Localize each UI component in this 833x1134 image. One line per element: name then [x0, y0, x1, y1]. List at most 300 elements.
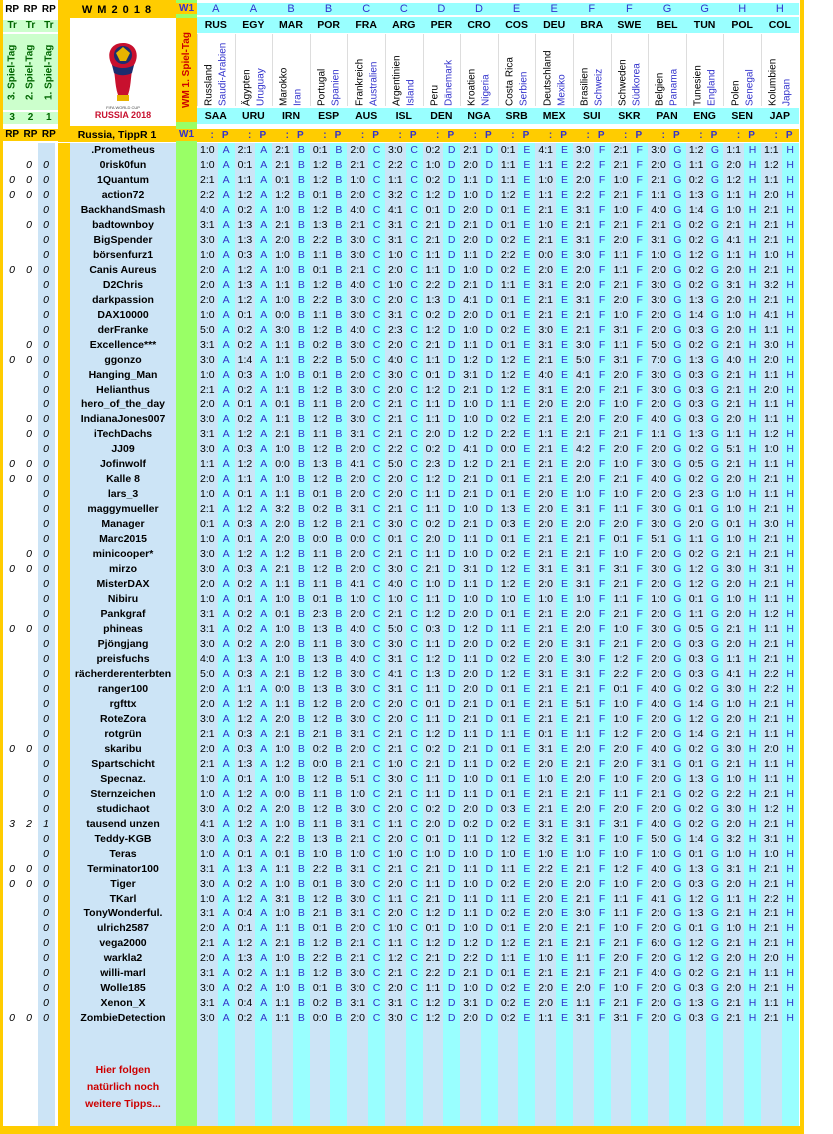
tipp-cell[interactable]: 0:1 — [237, 593, 253, 606]
tipp-cell[interactable]: 3:1 — [350, 428, 366, 441]
tipp-cell[interactable]: 1:4 — [688, 697, 704, 710]
tipp-cell[interactable]: 2:0 — [613, 518, 629, 531]
tipp-cell[interactable]: 2:1 — [764, 982, 779, 995]
tipp-cell[interactable]: 2:3 — [388, 323, 403, 336]
tipp-cell[interactable]: 3:1 — [463, 368, 478, 381]
tipp-cell[interactable]: 2:1 — [726, 548, 742, 561]
tipp-cell[interactable]: 2:0 — [613, 952, 629, 965]
tipp-cell[interactable]: 2:0 — [200, 922, 215, 935]
tipp-cell[interactable]: 3:1 — [388, 308, 403, 321]
tipp-cell[interactable]: 1:1 — [764, 173, 779, 186]
tipp-cell[interactable]: 1:2 — [463, 937, 478, 950]
tipp-cell[interactable]: 0:1 — [688, 503, 704, 516]
tipp-cell[interactable]: 1:2 — [764, 802, 779, 815]
tipp-cell[interactable]: 5:0 — [388, 623, 403, 636]
tipp-cell[interactable]: 0:1 — [500, 742, 516, 755]
tipp-cell[interactable]: 1:2 — [500, 832, 516, 845]
tipp-cell[interactable]: 1:1 — [613, 503, 629, 516]
tipp-cell[interactable]: 3:1 — [726, 278, 742, 291]
tipp-cell[interactable]: 2:2 — [425, 278, 441, 291]
tipp-cell[interactable]: 1:1 — [538, 188, 554, 201]
tipp-cell[interactable]: 1:3 — [237, 233, 253, 246]
tipp-cell[interactable]: 2:1 — [538, 203, 554, 216]
tipp-cell[interactable]: 2:1 — [388, 742, 403, 755]
tipp-cell[interactable]: 2:1 — [538, 233, 554, 246]
tipp-cell[interactable]: 1:2 — [237, 428, 253, 441]
tipp-cell[interactable]: 1:2 — [500, 353, 516, 366]
tipp-cell[interactable]: 4:1 — [388, 203, 403, 216]
tipp-cell[interactable]: 0:2 — [312, 503, 328, 516]
tipp-cell[interactable]: 2:0 — [350, 188, 366, 201]
tipp-cell[interactable]: 1:2 — [312, 473, 328, 486]
tipp-cell[interactable]: 0:2 — [688, 742, 704, 755]
tipp-cell[interactable]: 4:0 — [350, 203, 366, 216]
tipp-cell[interactable]: 1:0 — [275, 772, 290, 785]
tipp-cell[interactable]: 0:1 — [200, 518, 215, 531]
tipp-cell[interactable]: 1:0 — [388, 847, 403, 860]
tipp-cell[interactable]: 1:3 — [237, 862, 253, 875]
tipp-cell[interactable]: 1:0 — [200, 892, 215, 905]
tipp-cell[interactable]: 2:0 — [200, 278, 215, 291]
tipp-cell[interactable]: 0:2 — [312, 338, 328, 351]
tipp-cell[interactable]: 2:0 — [538, 907, 554, 920]
tipp-cell[interactable]: 2:2 — [388, 443, 403, 456]
tipp-cell[interactable]: 0:2 — [237, 203, 253, 216]
tipp-cell[interactable]: 3:0 — [726, 563, 742, 576]
tipp-cell[interactable]: 3:1 — [200, 428, 215, 441]
tipp-cell[interactable]: 1:2 — [425, 997, 441, 1010]
tipp-cell[interactable]: 1:2 — [312, 173, 328, 186]
tipp-cell[interactable]: 3:2 — [275, 503, 290, 516]
tipp-cell[interactable]: 2:1 — [576, 862, 591, 875]
tipp-cell[interactable]: 0:1 — [312, 368, 328, 381]
tipp-cell[interactable]: 0:2 — [500, 638, 516, 650]
tipp-cell[interactable]: 1:2 — [463, 428, 478, 441]
tipp-cell[interactable]: 2:1 — [764, 638, 779, 650]
tipp-cell[interactable]: 2:1 — [275, 144, 290, 156]
tipp-cell[interactable]: 1:2 — [312, 802, 328, 815]
player-name[interactable]: maggymueller — [87, 503, 159, 516]
tipp-cell[interactable]: 2:2 — [312, 353, 328, 366]
tipp-cell[interactable]: 1:2 — [312, 443, 328, 456]
tipp-cell[interactable]: 2:0 — [613, 233, 629, 246]
tipp-cell[interactable]: 2:0 — [576, 877, 591, 890]
tipp-cell[interactable]: 1:0 — [463, 772, 478, 785]
tipp-cell[interactable]: 1:1 — [275, 1012, 290, 1025]
tipp-cell[interactable]: 3:0 — [651, 623, 666, 636]
tipp-cell[interactable]: 2:1 — [576, 937, 591, 950]
tipp-cell[interactable]: 1:2 — [425, 907, 441, 920]
tipp-cell[interactable]: 1:0 — [275, 952, 290, 965]
tipp-cell[interactable]: 0:2 — [237, 338, 253, 351]
tipp-cell[interactable]: 1:0 — [463, 263, 478, 276]
tipp-cell[interactable]: 3:0 — [576, 338, 591, 351]
tipp-cell[interactable]: 0:0 — [312, 533, 328, 546]
tipp-cell[interactable]: 0:1 — [500, 473, 516, 486]
tipp-cell[interactable]: 2:0 — [576, 802, 591, 815]
tipp-cell[interactable]: 1:0 — [613, 832, 629, 845]
tipp-cell[interactable]: 3:0 — [388, 518, 403, 531]
tipp-cell[interactable]: 2:1 — [576, 428, 591, 441]
tipp-cell[interactable]: 1:2 — [237, 697, 253, 710]
tipp-cell[interactable]: 1:2 — [688, 248, 704, 261]
tipp-cell[interactable]: 0:3 — [237, 248, 253, 261]
tipp-cell[interactable]: 1:1 — [463, 533, 478, 546]
tipp-cell[interactable]: 2:0 — [764, 952, 779, 965]
tipp-cell[interactable]: 1:1 — [764, 488, 779, 501]
tipp-cell[interactable]: 3:1 — [350, 907, 366, 920]
tipp-cell[interactable]: 3:0 — [388, 772, 403, 785]
tipp-cell[interactable]: 1:0 — [463, 593, 478, 606]
tipp-cell[interactable]: 2:1 — [200, 757, 215, 770]
tipp-cell[interactable]: 1:0 — [726, 697, 742, 710]
tipp-cell[interactable]: 2:0 — [651, 443, 666, 456]
tipp-cell[interactable]: 2:0 — [613, 413, 629, 426]
tipp-cell[interactable]: 0:2 — [237, 383, 253, 396]
tipp-cell[interactable]: 2:1 — [764, 578, 779, 591]
tipp-cell[interactable]: 2:1 — [350, 832, 366, 845]
tipp-cell[interactable]: 0:3 — [500, 518, 516, 531]
tipp-cell[interactable]: 2:1 — [764, 907, 779, 920]
tipp-cell[interactable]: 1:1 — [764, 323, 779, 336]
tipp-cell[interactable]: 2:0 — [350, 368, 366, 381]
tipp-cell[interactable]: 0:2 — [500, 548, 516, 561]
tipp-cell[interactable]: 3:0 — [350, 892, 366, 905]
tipp-cell[interactable]: 2:0 — [275, 638, 290, 650]
tipp-cell[interactable]: 2:1 — [538, 473, 554, 486]
tipp-cell[interactable]: 1:0 — [200, 772, 215, 785]
player-name[interactable]: ranger100 — [97, 682, 149, 695]
player-name[interactable]: Specnaz. — [100, 772, 146, 785]
tipp-cell[interactable]: 1:0 — [200, 158, 215, 171]
tipp-cell[interactable]: 2:0 — [726, 712, 742, 725]
tipp-cell[interactable]: 1:0 — [613, 712, 629, 725]
tipp-cell[interactable]: 0:2 — [500, 817, 516, 830]
tipp-cell[interactable]: 2:0 — [576, 383, 591, 396]
tipp-cell[interactable]: 1:3 — [312, 832, 328, 845]
tipp-cell[interactable]: 2:1 — [576, 787, 591, 800]
tipp-cell[interactable]: 2:1 — [613, 428, 629, 441]
tipp-cell[interactable]: 0:2 — [500, 263, 516, 276]
tipp-cell[interactable]: 0:0 — [538, 248, 554, 261]
tipp-cell[interactable]: 1:1 — [312, 428, 328, 441]
tipp-cell[interactable]: 2:1 — [538, 548, 554, 561]
tipp-cell[interactable]: 1:0 — [538, 952, 554, 965]
tipp-cell[interactable]: 3:0 — [651, 144, 666, 156]
tipp-cell[interactable]: 3:1 — [651, 233, 666, 246]
tipp-cell[interactable]: 3:1 — [350, 727, 366, 740]
tipp-cell[interactable]: 0:3 — [237, 368, 253, 381]
tipp-cell[interactable]: 0:3 — [688, 413, 704, 426]
tipp-cell[interactable]: 2:1 — [764, 473, 779, 486]
tipp-cell[interactable]: 3:1 — [538, 278, 554, 291]
tipp-cell[interactable]: 1:3 — [237, 652, 253, 665]
tipp-cell[interactable]: 1:0 — [275, 877, 290, 890]
tipp-cell[interactable]: 2:0 — [726, 293, 742, 306]
tipp-cell[interactable]: 3:1 — [613, 817, 629, 830]
player-name[interactable]: skaribu — [104, 742, 142, 755]
tipp-cell[interactable]: 1:0 — [576, 593, 591, 606]
tipp-cell[interactable]: 0:0 — [275, 308, 290, 321]
tipp-cell[interactable]: 3:1 — [576, 578, 591, 591]
tipp-cell[interactable]: 0:2 — [425, 802, 441, 815]
tipp-cell[interactable]: 2:1 — [388, 428, 403, 441]
tipp-cell[interactable]: 4:0 — [651, 473, 666, 486]
tipp-cell[interactable]: 1:1 — [388, 817, 403, 830]
tipp-cell[interactable]: 2:3 — [425, 458, 441, 471]
tipp-cell[interactable]: 0:2 — [688, 218, 704, 231]
tipp-cell[interactable]: 2:1 — [538, 413, 554, 426]
tipp-cell[interactable]: 5:0 — [651, 338, 666, 351]
tipp-cell[interactable]: 2:1 — [425, 218, 441, 231]
tipp-cell[interactable]: 1:1 — [651, 428, 666, 441]
tipp-cell[interactable]: 4:0 — [726, 353, 742, 366]
tipp-cell[interactable]: 2:0 — [275, 712, 290, 725]
tipp-cell[interactable]: 2:2 — [726, 787, 742, 800]
tipp-cell[interactable]: 2:0 — [538, 982, 554, 995]
tipp-cell[interactable]: 1:1 — [764, 368, 779, 381]
tipp-cell[interactable]: 1:0 — [613, 398, 629, 411]
tipp-cell[interactable]: 2:2 — [576, 158, 591, 171]
tipp-cell[interactable]: 2:1 — [350, 218, 366, 231]
player-name[interactable]: Pjöngjang — [97, 638, 149, 650]
tipp-cell[interactable]: 1:1 — [463, 907, 478, 920]
tipp-cell[interactable]: 0:2 — [237, 413, 253, 426]
tipp-cell[interactable]: 1:1 — [764, 997, 779, 1010]
tipp-cell[interactable]: 0:3 — [237, 443, 253, 456]
tipp-cell[interactable]: 2:0 — [651, 802, 666, 815]
player-name[interactable]: willi-marl — [100, 967, 146, 980]
tipp-cell[interactable]: 2:1 — [538, 682, 554, 695]
tipp-cell[interactable]: 1:3 — [500, 503, 516, 516]
tipp-cell[interactable]: 2:1 — [538, 967, 554, 980]
tipp-cell[interactable]: 0:2 — [688, 682, 704, 695]
tipp-cell[interactable]: 1:0 — [613, 548, 629, 561]
tipp-cell[interactable]: 4:1 — [463, 293, 478, 306]
tipp-cell[interactable]: 2:0 — [388, 697, 403, 710]
tipp-cell[interactable]: 2:1 — [726, 338, 742, 351]
tipp-cell[interactable]: 1:1 — [764, 413, 779, 426]
tipp-cell[interactable]: 1:0 — [651, 847, 666, 860]
tipp-cell[interactable]: 2:0 — [651, 608, 666, 621]
tipp-cell[interactable]: 0:2 — [237, 578, 253, 591]
tipp-cell[interactable]: 1:1 — [275, 413, 290, 426]
tipp-cell[interactable]: 1:0 — [388, 278, 403, 291]
tipp-cell[interactable]: 0:2 — [237, 323, 253, 336]
tipp-cell[interactable]: 0:1 — [425, 832, 441, 845]
tipp-cell[interactable]: 2:0 — [538, 877, 554, 890]
tipp-cell[interactable]: 2:1 — [726, 967, 742, 980]
tipp-cell[interactable]: 3:0 — [538, 323, 554, 336]
tipp-cell[interactable]: 4:1 — [200, 817, 215, 830]
tipp-cell[interactable]: 0:1 — [275, 398, 290, 411]
tipp-cell[interactable]: 2:1 — [350, 757, 366, 770]
tipp-cell[interactable]: 2:1 — [200, 383, 215, 396]
tipp-cell[interactable]: 1:0 — [463, 188, 478, 201]
tipp-cell[interactable]: 2:0 — [463, 802, 478, 815]
tipp-cell[interactable]: 0:3 — [237, 832, 253, 845]
tipp-cell[interactable]: 2:1 — [425, 862, 441, 875]
tipp-cell[interactable]: 2:0 — [651, 877, 666, 890]
tipp-cell[interactable]: 1:0 — [613, 922, 629, 935]
tipp-cell[interactable]: 1:1 — [688, 608, 704, 621]
tipp-cell[interactable]: 1:1 — [312, 578, 328, 591]
tipp-cell[interactable]: 2:1 — [388, 398, 403, 411]
tipp-cell[interactable]: 1:0 — [726, 503, 742, 516]
tipp-cell[interactable]: 2:1 — [576, 308, 591, 321]
tipp-cell[interactable]: 1:0 — [538, 218, 554, 231]
tipp-cell[interactable]: 3:1 — [350, 817, 366, 830]
tipp-cell[interactable]: 2:0 — [576, 398, 591, 411]
tipp-cell[interactable]: 2:0 — [538, 488, 554, 501]
tipp-cell[interactable]: 2:1 — [350, 518, 366, 531]
tipp-cell[interactable]: 2:0 — [613, 368, 629, 381]
tipp-cell[interactable]: 2:0 — [538, 518, 554, 531]
tipp-cell[interactable]: 0:1 — [275, 608, 290, 621]
tipp-cell[interactable]: 2:0 — [613, 293, 629, 306]
tipp-cell[interactable]: 2:0 — [350, 488, 366, 501]
tipp-cell[interactable]: 1:0 — [350, 847, 366, 860]
tipp-cell[interactable]: 1:1 — [463, 727, 478, 740]
tipp-cell[interactable]: 1:0 — [275, 982, 290, 995]
tipp-cell[interactable]: 1:2 — [688, 892, 704, 905]
tipp-cell[interactable]: 0:1 — [312, 488, 328, 501]
tipp-cell[interactable]: 2:0 — [388, 488, 403, 501]
tipp-cell[interactable]: 1:1 — [538, 428, 554, 441]
tipp-cell[interactable]: 1:0 — [613, 877, 629, 890]
tipp-cell[interactable]: 2:0 — [275, 802, 290, 815]
tipp-cell[interactable]: 2:1 — [463, 278, 478, 291]
tipp-cell[interactable]: 1:1 — [726, 248, 742, 261]
tipp-cell[interactable]: 3:0 — [200, 638, 215, 650]
tipp-cell[interactable]: 3:1 — [576, 203, 591, 216]
tipp-cell[interactable]: 4:0 — [651, 742, 666, 755]
tipp-cell[interactable]: 4:1 — [726, 233, 742, 246]
player-name[interactable]: lars_3 — [107, 488, 139, 501]
tipp-cell[interactable]: 2:1 — [388, 503, 403, 516]
tipp-cell[interactable]: 3:0 — [350, 308, 366, 321]
player-name[interactable]: studichaot — [96, 802, 150, 815]
tipp-cell[interactable]: 3:0 — [350, 638, 366, 650]
tipp-cell[interactable]: 2:1 — [576, 533, 591, 546]
tipp-cell[interactable]: 4:0 — [538, 368, 554, 381]
tipp-cell[interactable]: 2:1 — [613, 144, 629, 156]
tipp-cell[interactable]: 3:0 — [200, 982, 215, 995]
tipp-cell[interactable]: 0:2 — [237, 638, 253, 650]
tipp-cell[interactable]: 2:1 — [764, 233, 779, 246]
tipp-cell[interactable]: 1:1 — [312, 248, 328, 261]
tipp-cell[interactable]: 2:0 — [764, 353, 779, 366]
tipp-cell[interactable]: 3:1 — [726, 862, 742, 875]
tipp-cell[interactable]: 2:0 — [350, 922, 366, 935]
tipp-cell[interactable]: 2:0 — [388, 982, 403, 995]
tipp-cell[interactable]: 2:1 — [576, 892, 591, 905]
tipp-cell[interactable]: 2:0 — [388, 338, 403, 351]
tipp-cell[interactable]: 2:1 — [613, 158, 629, 171]
tipp-cell[interactable]: 4:0 — [651, 817, 666, 830]
tipp-cell[interactable]: 3:0 — [350, 248, 366, 261]
tipp-cell[interactable]: 1:0 — [275, 443, 290, 456]
tipp-cell[interactable]: 0:2 — [500, 1012, 516, 1025]
tipp-cell[interactable]: 1:0 — [425, 578, 441, 591]
tipp-cell[interactable]: 3:0 — [576, 248, 591, 261]
tipp-cell[interactable]: 2:1 — [463, 742, 478, 755]
tipp-cell[interactable]: 2:1 — [726, 623, 742, 636]
tipp-cell[interactable]: 2:1 — [350, 263, 366, 276]
tipp-cell[interactable]: 0:1 — [312, 982, 328, 995]
tipp-cell[interactable]: 2:0 — [651, 308, 666, 321]
tipp-cell[interactable]: 2:0 — [576, 742, 591, 755]
tipp-cell[interactable]: 2:1 — [576, 323, 591, 336]
tipp-cell[interactable]: 4:1 — [764, 308, 779, 321]
tipp-cell[interactable]: 2:0 — [726, 158, 742, 171]
tipp-cell[interactable]: 2:1 — [764, 712, 779, 725]
tipp-cell[interactable]: 0:1 — [237, 772, 253, 785]
player-name[interactable]: rotgrün — [104, 727, 142, 740]
tipp-cell[interactable]: 2:2 — [312, 952, 328, 965]
tipp-cell[interactable]: 2:0 — [613, 757, 629, 770]
tipp-cell[interactable]: 2:0 — [425, 533, 441, 546]
player-name[interactable]: Terminator100 — [87, 862, 159, 875]
tipp-cell[interactable]: 1:2 — [237, 548, 253, 561]
tipp-cell[interactable]: 1:1 — [425, 413, 441, 426]
tipp-cell[interactable]: 1:1 — [463, 338, 478, 351]
tipp-cell[interactable]: 3:0 — [350, 967, 366, 980]
tipp-cell[interactable]: 1:1 — [463, 248, 478, 261]
tipp-cell[interactable]: 3:1 — [613, 563, 629, 576]
tipp-cell[interactable]: 1:0 — [613, 173, 629, 186]
tipp-cell[interactable]: 1:1 — [613, 263, 629, 276]
tipp-cell[interactable]: 1:1 — [500, 727, 516, 740]
tipp-cell[interactable]: 1:2 — [500, 937, 516, 950]
tipp-cell[interactable]: 1:1 — [275, 353, 290, 366]
tipp-cell[interactable]: 1:2 — [726, 173, 742, 186]
tipp-cell[interactable]: 1:1 — [688, 158, 704, 171]
tipp-cell[interactable]: 2:0 — [576, 278, 591, 291]
tipp-cell[interactable]: 3:1 — [538, 338, 554, 351]
tipp-cell[interactable]: 4:0 — [651, 682, 666, 695]
tipp-cell[interactable]: 2:2 — [500, 428, 516, 441]
tipp-cell[interactable]: 0:1 — [237, 533, 253, 546]
tipp-cell[interactable]: 3:0 — [651, 458, 666, 471]
tipp-cell[interactable]: 2:0 — [463, 203, 478, 216]
tipp-cell[interactable]: 2:1 — [388, 608, 403, 621]
tipp-cell[interactable]: 2:1 — [200, 503, 215, 516]
tipp-cell[interactable]: 1:0 — [463, 922, 478, 935]
tipp-cell[interactable]: 2:1 — [613, 383, 629, 396]
tipp-cell[interactable]: 1:1 — [500, 862, 516, 875]
tipp-cell[interactable]: 0:2 — [425, 173, 441, 186]
tipp-cell[interactable]: 0:1 — [500, 533, 516, 546]
tipp-cell[interactable]: 1:1 — [764, 772, 779, 785]
tipp-cell[interactable]: 3:1 — [576, 563, 591, 576]
tipp-cell[interactable]: 1:0 — [425, 158, 441, 171]
tipp-cell[interactable]: 1:3 — [237, 218, 253, 231]
tipp-cell[interactable]: 2:1 — [726, 937, 742, 950]
tipp-cell[interactable]: 3:1 — [538, 817, 554, 830]
tipp-cell[interactable]: 1:0 — [275, 652, 290, 665]
player-name[interactable]: Teras — [109, 847, 137, 860]
tipp-cell[interactable]: 2:0 — [576, 623, 591, 636]
tipp-cell[interactable]: 1:1 — [425, 398, 441, 411]
tipp-cell[interactable]: 2:0 — [613, 742, 629, 755]
tipp-cell[interactable]: 2:1 — [764, 937, 779, 950]
tipp-cell[interactable]: 0:1 — [613, 682, 629, 695]
tipp-cell[interactable]: 2:0 — [538, 263, 554, 276]
tipp-cell[interactable]: 2:2 — [275, 832, 290, 845]
tipp-cell[interactable]: 2:0 — [651, 667, 666, 680]
tipp-cell[interactable]: 0:1 — [425, 922, 441, 935]
